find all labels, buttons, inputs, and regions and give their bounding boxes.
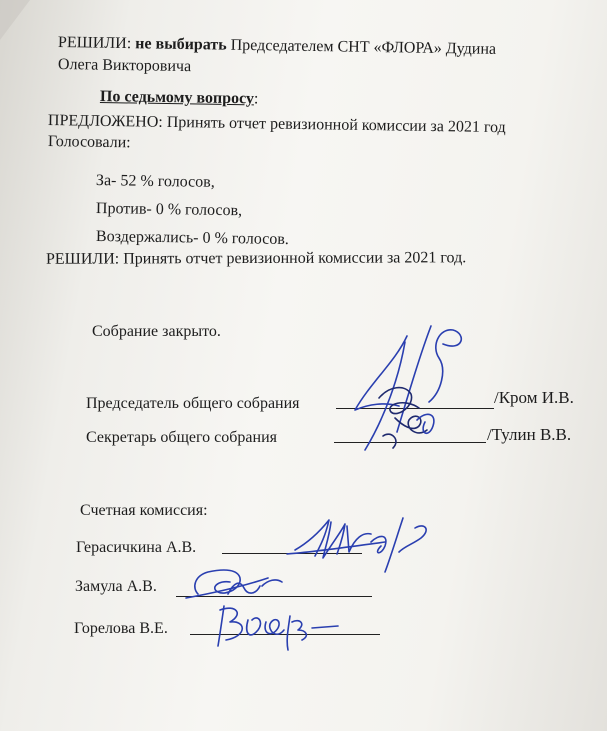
- member-1-signature: [285, 512, 435, 582]
- vote-for: За- 52 % голосов,: [95, 172, 215, 191]
- chair-secretary-signature: [335, 322, 485, 457]
- member-1-name: Герасичкина А.В.: [76, 539, 197, 556]
- decision-emphasis: не выбирать: [135, 35, 227, 54]
- member-2-name: Замула А.В.: [75, 578, 157, 595]
- seventh-question-heading: По седьмому вопросу: [99, 88, 255, 108]
- counting-commission-title: Счетная комиссия:: [80, 502, 208, 519]
- member-3-name: Горелова В.Е.: [74, 620, 168, 637]
- decision-rest: Председателем СНТ «ФЛОРА» Дудина: [226, 36, 497, 58]
- page-corner-shadow: [0, 0, 40, 40]
- chair-name: /Кром И.В.: [494, 388, 574, 407]
- seventh-decision: РЕШИЛИ: Принять отчет ревизионной комиссии за 2021 год.: [45, 249, 467, 268]
- chair-label: Председатель общего собрания: [86, 395, 300, 412]
- meeting-closed: Собрание закрыто.: [92, 323, 221, 340]
- decision-prefix: РЕШИЛИ:: [57, 34, 136, 53]
- section-heading: [100, 88, 259, 108]
- proposed-text: ПРЕДЛОЖЕНО: Принять отчет ревизионной комиссии за 2021 год: [47, 112, 506, 137]
- decision-chairman: [58, 34, 496, 59]
- voted-label: Голосовали:: [47, 133, 131, 152]
- member-3-signature: [206, 600, 356, 652]
- vote-abstain: Воздержались- 0 % голосов.: [95, 228, 289, 249]
- secretary-name: /Тулин В.В.: [487, 425, 572, 444]
- heading-colon: :: [253, 90, 259, 108]
- vote-against: Против- 0 % голосов,: [95, 200, 243, 220]
- secretary-label: Секретарь общего собрания: [86, 429, 277, 446]
- decision-chairman-line2: Олега Викторовича: [57, 56, 192, 76]
